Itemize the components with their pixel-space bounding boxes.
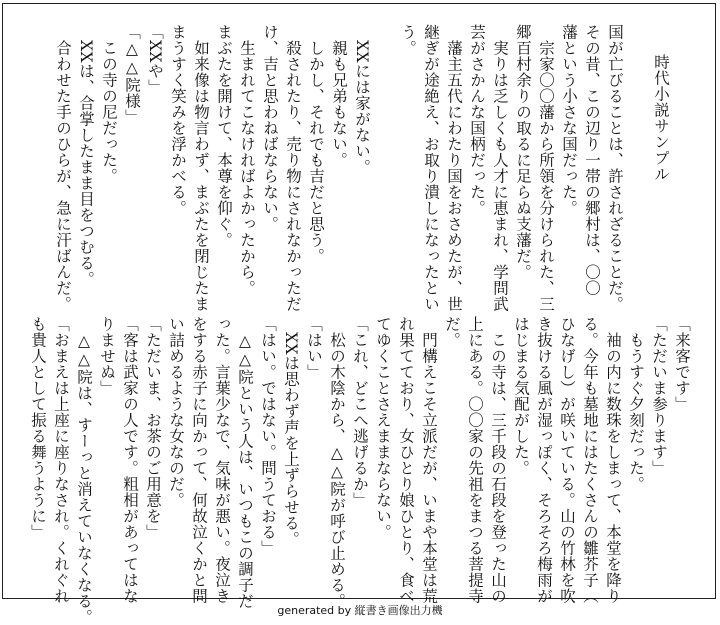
lower-text-line: 「ただいま参ります」	[650, 316, 668, 476]
lower-text-line: もうすぐ夕刻だった。	[627, 316, 645, 492]
upper-text-line: XXは、合掌したまま目をつむる。	[77, 24, 95, 288]
upper-text-line: まぶたを開けて、本尊を仰ぐ。	[215, 24, 233, 248]
upper-text-line: しかし、それでも吉だと思う。	[307, 24, 325, 264]
upper-text-line: 継ぎが途絶え、お取り潰しになったとい	[422, 24, 440, 312]
upper-text-line	[373, 24, 396, 306]
lower-text-line: △△院という人は、いつもこの調子だ	[236, 316, 254, 609]
upper-text-line: け、吉と思わねばならない。	[261, 24, 279, 232]
upper-text-line: 藩という小さな国だった。	[560, 24, 578, 216]
lower-text-line: る。今年も墓地にはたくさんの雛芥子（	[581, 316, 599, 604]
upper-text-line: 国が亡びることは、許されざることだ。	[606, 24, 624, 312]
lower-text-line: 松の木陰から、△△院が呼び止める。	[328, 316, 346, 609]
upper-text-line: う。	[399, 24, 417, 56]
lower-text-line: をする赤子に向かって、何故泣くかと問	[190, 316, 208, 604]
upper-text-line: 殺されたり、売り物にされなかっただ	[284, 24, 302, 312]
lower-text-line: この寺は、三千段の石段を登った山の	[489, 316, 507, 604]
upper-text-line: まうすく笑みを浮かべる。	[169, 24, 187, 216]
lower-text-line: △△院は、すーっと消えていなくなる。	[75, 316, 93, 625]
upper-text-line: 郷百村余りの取るに足らぬ支藩だ。	[514, 24, 532, 280]
lower-text-line: 「来客です」	[673, 316, 691, 412]
upper-text-line: 合わせた手のひらが、急に汗ばんだ。	[54, 24, 72, 312]
lower-text-line: き抜ける風が湿っぽく、そろそろ梅雨が	[535, 316, 553, 604]
lower-text-line: 「これ、どこへ逃げるか」	[351, 316, 369, 508]
upper-text-line: XXには家がない。	[353, 24, 371, 176]
lower-text-line: ひなげし）が咲いている。山の竹林を吹	[558, 316, 576, 604]
upper-text-line: 実りは乏しくも人才に恵まれ、学問武	[491, 24, 509, 312]
lower-text-line: りませぬ」	[98, 316, 116, 396]
upper-text-block	[51, 24, 695, 312]
lower-text-line: った。言葉少なで、気味が悪い。夜泣き	[213, 316, 231, 604]
lower-text-line: 上にある。〇〇家の先祖をまつる菩提寺	[466, 316, 484, 604]
lower-text-line: 「はい。ではない。問うておる」	[259, 316, 277, 556]
upper-text-line: 「XXや」	[146, 24, 164, 96]
upper-text-line: 芸がさかんな国柄だった。	[468, 24, 486, 216]
lower-text-line: 「おまえは上座に座りなされ。くれぐれ	[52, 316, 70, 604]
lower-text-line: も貴人として振る舞うように」	[29, 316, 47, 540]
lower-text-line: い詰めるような女なのだ。	[167, 316, 185, 508]
lower-text-line: 「客は武家の人です。粗相があってはな	[121, 316, 139, 604]
lower-text-line: 袖の内に数珠をしまって、本堂を降り	[604, 316, 622, 604]
lower-text-line: XXは思わず声を上ずらせる。	[282, 316, 300, 548]
lower-text-line: てゆくことさえままならない。	[374, 316, 392, 540]
story-title: 時代小説サンプル	[652, 54, 670, 182]
upper-text-line	[626, 24, 649, 306]
upper-text-line: 藩主五代にわたり国をおさめたが、世	[445, 24, 463, 312]
lower-text-line: 「ただいま、お茶のご用意を」	[144, 316, 162, 540]
lower-text-line: 「はい」	[305, 316, 323, 380]
generator-credit: generated by 縦書き画像出力機	[277, 604, 443, 617]
upper-text-line: 如来像は物言わず、まぶたを閉じたま	[192, 24, 210, 312]
upper-text-line: 生まれてこなければよかったから。	[238, 24, 256, 296]
upper-text-line	[672, 24, 695, 306]
upper-text-line: この寺の尼だった。	[100, 24, 118, 184]
upper-text-line: 宗家〇〇藩から所領を分けられた、三	[537, 24, 555, 312]
upper-text-line: その昔、この辺り一帯の郷村は、〇〇	[583, 24, 601, 296]
lower-text-line: だ。	[443, 316, 461, 348]
upper-text-line: 親も兄弟もない。	[330, 24, 348, 168]
lower-text-line: れ果てており、女ひとり娘ひとり、食べ	[397, 316, 415, 604]
lower-text-line: 門構えこそ立派だが、いまや本堂は荒	[420, 316, 438, 604]
lower-text-line: はじまる気配がした。	[512, 316, 530, 476]
upper-text-line: 「△△院様」	[123, 24, 141, 125]
